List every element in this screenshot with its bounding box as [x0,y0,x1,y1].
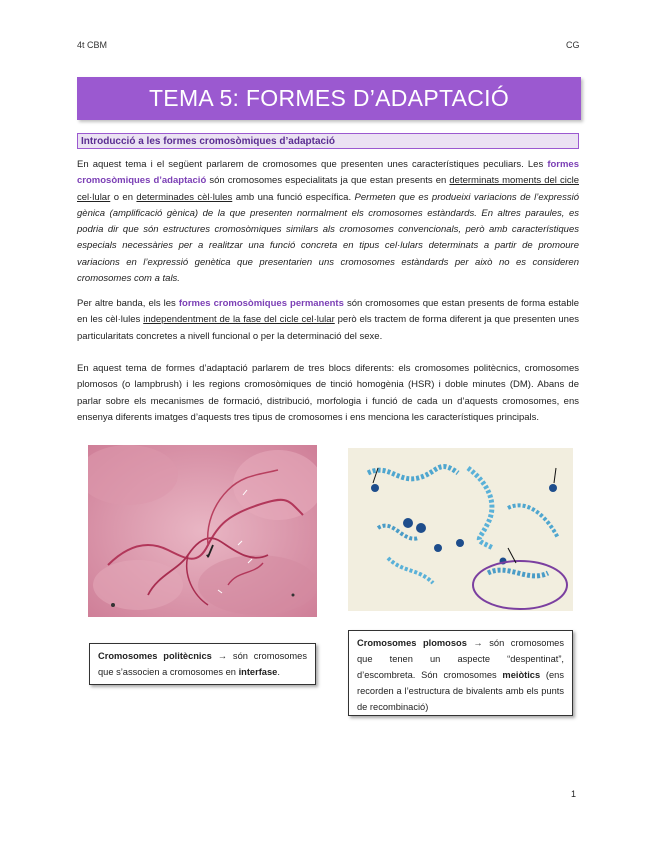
paragraph-topics: En aquest tema de formes d’adaptació parlarem de tres blocs diferents: els cromosomes politècnics, cromosomes plomosos (o lampbrush) i les regions cromosòmiques de tinció homogènia (HSR) i doble minutes (DM). Abans de parlar sobre els mecanismes de formació, distribució, morfologia i funció de cada un d’aquests cromosomes, ens ensenya diferents imatges d’aquests tres tipus de cromosomes i ens menciona les característiques principals. [77,363,579,423]
paragraph-intro: En aquest tema i el següent parlarem de cromosomes que presenten unes característiques peculiars. Les formes cromosòmiques d’adaptació són cromosomes especialitats ja que estan presents en determinats moments del cicle cel·lular o en determinades cèl·lules amb una funció específica. Permeten que es produeixi variacions de l’expressió gènica (amplificació gènica) de la que presenten normalment els cromosomes estàndards. En altres paraules, es podria dir que són estructures cromosòmiques similars als cromosomes convencionals, però amb característiques especials necessàries per a realitzar una funció concreta en tipus cel·lulars determinats a partir de promoure variacions en l’expressió genètica que presentarien uns cromosomes estàndards per això no es consideren cromosomes com a tals. [77,159,579,285]
caption-polytene: Cromosomes politècnics → són cromosomes que s’associen a cromosomes en interfase. [89,643,316,685]
lampbrush-chromosome-image [348,448,573,611]
page-title: TEMA 5: FORMES D’ADAPTACIÓ [148,85,510,111]
polytene-chromosome-image [88,445,317,617]
title-banner [77,77,581,120]
header-course: 4t CBM [77,40,108,50]
section-heading: Introducció a les formes cromosòmiques d’adaptació [77,133,579,149]
term-adaptation-forms: formes cromosòmiques d’adaptació [77,159,579,187]
header-initials: CG [566,40,580,50]
term-permanent-forms: formes cromosòmiques permanents [178,298,344,309]
page-number: 1 [571,789,577,799]
caption-lampbrush: Cromosomes plomosos → són cromosomes que tenen un aspecte “despentinat”, d’escombreta. Són cromosomes meiòtics (ens recorden a l’estructura de bivalents amb els punts de recombinació) [348,630,573,716]
paragraph-permanent: Per altre banda, els les formes cromosòmiques permanents són cromosomes que estan presents de forma estable en les cèl·lules independentment de la fase del cicle cel·lular però els tractem de forma diferent ja que presenten unes particularitats concretes a nivell funcional o per la determinació del sexe. [77,298,579,342]
